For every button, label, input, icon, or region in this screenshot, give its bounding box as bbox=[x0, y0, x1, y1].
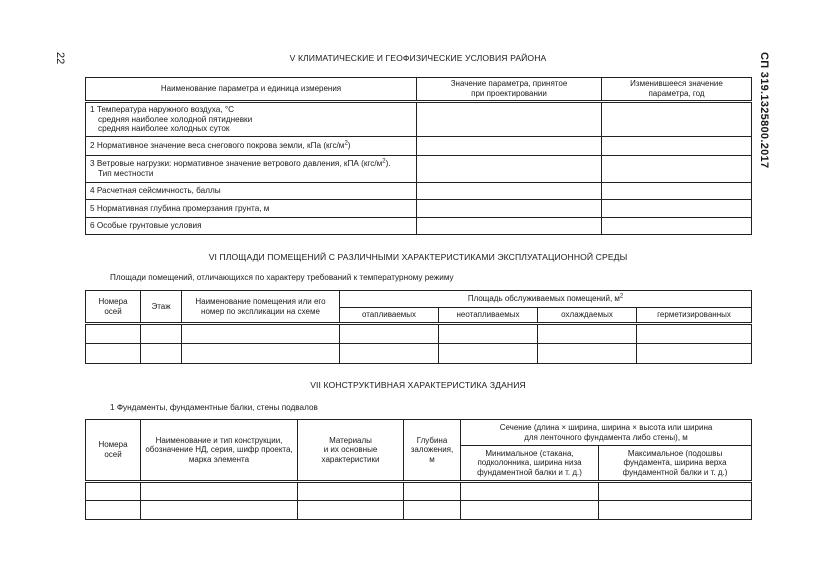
header-min: Минимальное (стакана, подколонника, ширина низа фундаментной балки и т. д.) bbox=[461, 446, 599, 482]
table-header-row bbox=[86, 291, 752, 308]
table-cell[interactable] bbox=[439, 344, 538, 364]
table-cell[interactable] bbox=[417, 218, 602, 235]
table-cell[interactable] bbox=[602, 156, 752, 183]
header-unheated: неотапливаемых bbox=[439, 308, 538, 324]
table-cell[interactable] bbox=[86, 501, 141, 520]
section6-subtitle: Площади помещений, отличающихся по характеру требований к температурному режиму bbox=[110, 273, 454, 282]
header-construction: Наименование и тип конструкции, обозначение НД, серия, шифр проекта, марка элемента bbox=[141, 420, 298, 482]
section6-title: VI ПЛОЩАДИ ПОМЕЩЕНИЙ С РАЗЛИЧНЫМИ ХАРАКТЕРИСТИКАМИ ЭКСПЛУАТАЦИОННОЙ СРЕДЫ bbox=[208, 252, 628, 262]
table-cell[interactable] bbox=[182, 344, 340, 364]
table-cell[interactable] bbox=[439, 324, 538, 344]
row-label: 1 Температура наружного воздуха, °С средняя наиболее холодной пятидневки средняя наиболее холодных суток bbox=[86, 102, 417, 137]
table-cell[interactable] bbox=[86, 324, 141, 344]
section7-title: VII КОНСТРУКТИВНАЯ ХАРАКТЕРИСТИКА ЗДАНИЯ bbox=[310, 380, 526, 390]
header-sealed: герметизированных bbox=[637, 308, 752, 324]
table-cell[interactable] bbox=[599, 482, 752, 501]
table-cell[interactable] bbox=[86, 482, 141, 501]
header-cooled: охлаждаемых bbox=[538, 308, 637, 324]
table-cell[interactable] bbox=[602, 102, 752, 137]
table-row bbox=[86, 324, 752, 344]
table-cell[interactable] bbox=[602, 137, 752, 156]
table-cell[interactable] bbox=[417, 200, 602, 218]
table-cell[interactable] bbox=[461, 482, 599, 501]
table-cell[interactable] bbox=[340, 344, 439, 364]
row-label: 6 Особые грунтовые условия bbox=[86, 218, 417, 235]
table-cell[interactable] bbox=[404, 482, 461, 501]
climate-table-header bbox=[86, 78, 752, 102]
table-cell[interactable] bbox=[340, 324, 439, 344]
table-cell[interactable] bbox=[637, 324, 752, 344]
room-areas-table bbox=[85, 290, 752, 364]
table-cell[interactable] bbox=[141, 324, 182, 344]
table-cell[interactable] bbox=[298, 482, 404, 501]
table-cell[interactable] bbox=[417, 183, 602, 200]
table-cell[interactable] bbox=[538, 344, 637, 364]
header-design-value: Значение параметра, принятое при проектировании bbox=[417, 78, 602, 102]
header-axes: Номера осей bbox=[86, 420, 141, 482]
row-label: 4 Расчетная сейсмичность, баллы bbox=[86, 183, 417, 200]
table-cell[interactable] bbox=[602, 200, 752, 218]
table-cell[interactable] bbox=[298, 501, 404, 520]
header-heated: отапливаемых bbox=[340, 308, 439, 324]
table-cell[interactable] bbox=[417, 102, 602, 137]
table-cell[interactable] bbox=[141, 501, 298, 520]
document-code: СП 319.1325800.2017 bbox=[758, 52, 770, 169]
table-row bbox=[86, 501, 752, 520]
header-depth: Глубина заложения, м bbox=[404, 420, 461, 482]
foundations-table bbox=[85, 419, 752, 520]
table-cell[interactable] bbox=[602, 183, 752, 200]
row-label: 5 Нормативная глубина промерзания грунта, м bbox=[86, 200, 417, 218]
header-area: Площадь обслуживаемых помещений, $м^2$ bbox=[340, 291, 752, 308]
header-materials: Материалы и их основные характеристики bbox=[298, 420, 404, 482]
header-axes: Номера осей bbox=[86, 291, 141, 324]
table-cell[interactable] bbox=[182, 324, 340, 344]
header-room-name: Наименование помещения или его номер по экспликации на схеме bbox=[182, 291, 340, 324]
table-row bbox=[86, 183, 752, 200]
table-row bbox=[86, 102, 752, 137]
section5-title: V КЛИМАТИЧЕСКИЕ И ГЕОФИЗИЧЕСКИЕ УСЛОВИЯ РАЙОНА bbox=[289, 53, 547, 63]
table-row bbox=[86, 482, 752, 501]
table-cell[interactable] bbox=[141, 482, 298, 501]
table-row bbox=[86, 344, 752, 364]
table-row bbox=[86, 137, 752, 156]
table-cell[interactable] bbox=[417, 156, 602, 183]
table-cell[interactable] bbox=[141, 344, 182, 364]
header-floor: Этаж bbox=[141, 291, 182, 324]
row-label: 3 Ветровые нагрузки: нормативное значение ветрового давления, кПА $(кгс/м^2)$. Тип местности bbox=[86, 156, 417, 183]
header-section: Сечение (длина × ширина, ширина × высота или ширина для ленточного фундамента либо стены), м bbox=[461, 420, 752, 446]
table-header-row bbox=[86, 420, 752, 446]
header-parameter: Наименование параметра и единица измерения bbox=[86, 78, 417, 102]
table-cell[interactable] bbox=[404, 501, 461, 520]
header-changed-value: Изменившееся значение параметра, год bbox=[602, 78, 752, 102]
table-row bbox=[86, 218, 752, 235]
header-max: Максимальное (подошвы фундамента, ширина верха фундаментной балки и т. д.) bbox=[599, 446, 752, 482]
table-cell[interactable] bbox=[417, 137, 602, 156]
row-label: 2 Нормативное значение веса снегового покрова земли, кПа $(кгс/м^2)$ bbox=[86, 137, 417, 156]
section7-subtitle: 1 Фундаменты, фундаментные балки, стены подвалов bbox=[110, 403, 318, 412]
table-cell[interactable] bbox=[637, 344, 752, 364]
table-cell[interactable] bbox=[602, 218, 752, 235]
table-row bbox=[86, 156, 752, 183]
page-number: 22 bbox=[54, 52, 66, 65]
table-cell[interactable] bbox=[461, 501, 599, 520]
table-cell[interactable] bbox=[538, 324, 637, 344]
table-cell[interactable] bbox=[86, 344, 141, 364]
table-row bbox=[86, 200, 752, 218]
table-cell[interactable] bbox=[599, 501, 752, 520]
climate-table bbox=[85, 77, 752, 235]
